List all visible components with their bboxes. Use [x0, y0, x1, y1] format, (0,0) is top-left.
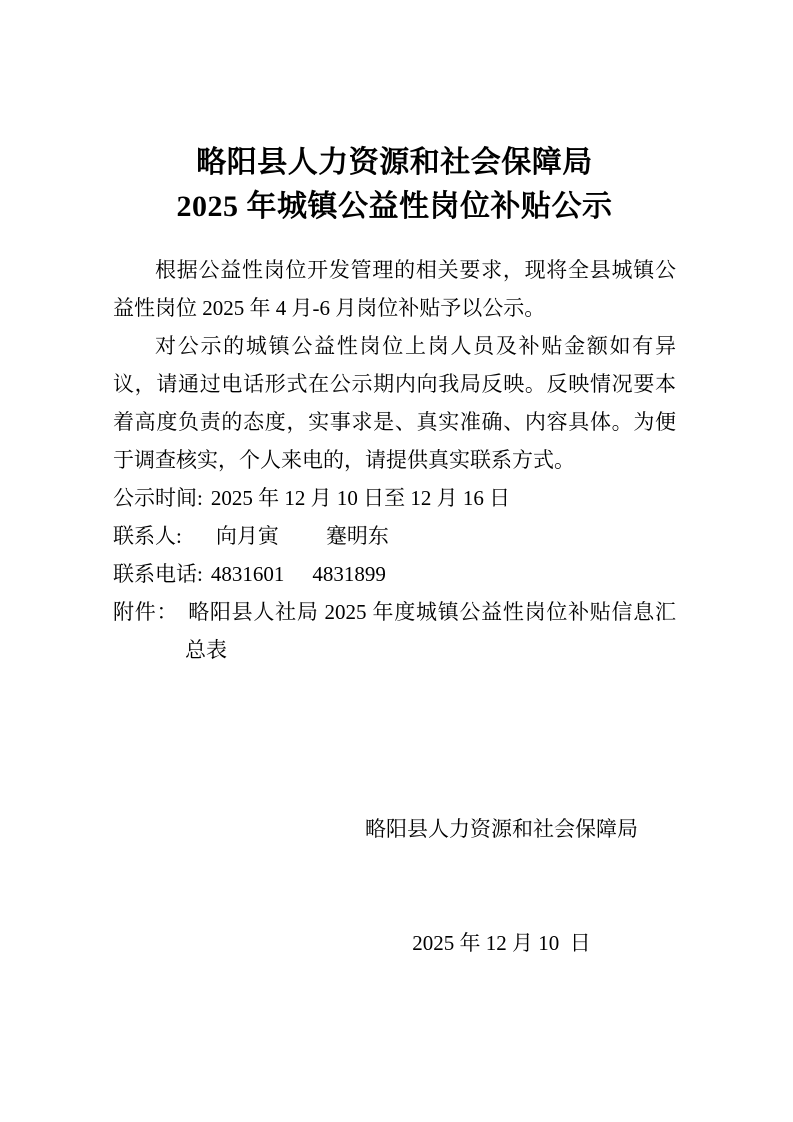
- contacts-line: [113, 517, 676, 555]
- phones-label: 联系电话:: [113, 562, 203, 586]
- phone-number-1: 4831601: [210, 562, 285, 586]
- publicity-period-value: 2025 年 12 月 10 日至 12 月 16 日: [210, 486, 511, 510]
- attachment-label: 附件：: [113, 600, 179, 624]
- contact-name-2: 蹇明东: [325, 524, 389, 548]
- attachment-line: [113, 593, 676, 669]
- contact-name-1: 向月寅: [215, 524, 279, 548]
- document-body: [113, 251, 676, 669]
- phone-number-2: 4831899: [312, 562, 386, 586]
- publicity-period-line: [113, 479, 676, 517]
- paragraph-objection: 对公示的城镇公益性岗位上岗人员及补贴金额如有异议，请通过电话形式在公示期内向我局反映。反映情况要本着高度负责的态度，实事求是、真实准确、内容具体。为便于调查核实，个人来电的，请提供真实联系方式。: [113, 334, 676, 472]
- title-line-2: 2025 年城镇公益性岗位补贴公示: [176, 190, 613, 223]
- signature-issuer: 略阳县人力资源和社会保障局: [365, 817, 638, 841]
- paragraph-intro: 根据公益性岗位开发管理的相关要求，现将全县城镇公益性岗位 2025 年 4 月-6 月岗位补贴予以公示。: [113, 258, 676, 320]
- publicity-period-label: 公示时间:: [113, 486, 203, 510]
- attachment-title: 略阳县人社局 2025 年度城镇公益性岗位补贴信息汇总表: [185, 600, 676, 662]
- phones-line: [113, 555, 676, 593]
- contacts-label: 联系人:: [113, 524, 182, 548]
- signature-inner: [365, 734, 638, 1038]
- signature-block: [113, 734, 676, 1038]
- signature-date: 2025 年 12 月 10 日: [412, 931, 591, 955]
- title-line-1: 略阳县人力资源和社会保障局: [196, 146, 593, 179]
- document-title: [113, 141, 676, 229]
